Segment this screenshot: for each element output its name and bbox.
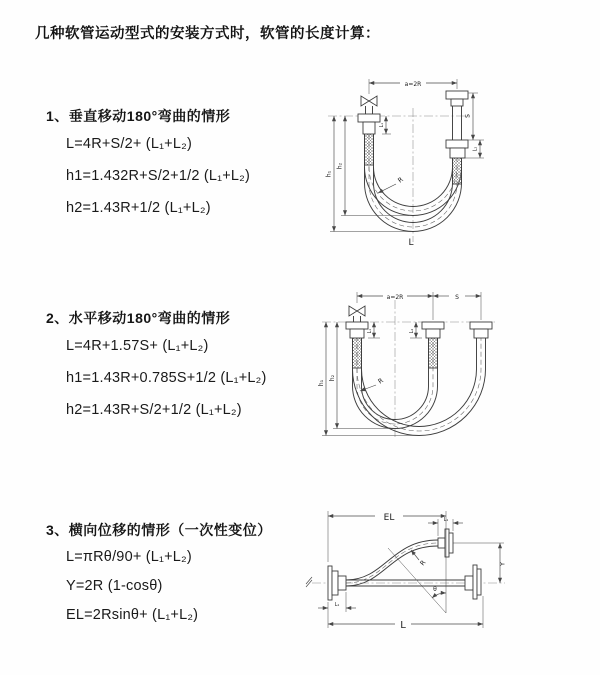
angle-construction [388, 511, 446, 613]
dim-label-l2: L₂ [410, 328, 415, 334]
valve-icon [361, 96, 377, 114]
dimension-stroke-s [433, 294, 481, 301]
dimension-l2-fitting [473, 140, 481, 158]
dim-label-l1-left: L₁ [334, 603, 340, 608]
dim-label-l-total: L [408, 238, 414, 248]
section2-heading: 2、水平移动180°弯曲的情形 [46, 310, 231, 326]
diagram-lateral-displacement [295, 500, 600, 655]
section2-formula-L: L=4R+1.57S+ (L₁+L₂) [66, 338, 209, 354]
section3-heading: 3、横向位移的情形（一次性变位） [46, 522, 272, 538]
dim-label-h1: h₁ [325, 170, 333, 178]
dim-label-l-total: L [400, 620, 406, 631]
dim-label-span: a=2R [404, 80, 422, 88]
dimension-l1-fitting [379, 116, 391, 134]
flange-left [328, 566, 346, 600]
dimension-el [328, 511, 446, 562]
dim-label-h1: h₁ [317, 379, 325, 387]
dim-label-h2: h₂ [336, 162, 344, 170]
valve-icon [349, 306, 365, 322]
section2-formula-h1: h1=1.43R+0.785S+1/2 (L₁+L₂) [66, 370, 267, 386]
dim-label-r: R [418, 558, 428, 568]
radius-leader [411, 550, 428, 567]
centerlines [322, 300, 495, 438]
pipe-break-mark [306, 577, 312, 587]
dimension-l2-fitting [409, 322, 422, 338]
section1-formula-h2: h2=1.43R+1/2 (L₁+L₂) [66, 200, 211, 216]
dimension-span [369, 79, 457, 94]
page-title: 几种软管运动型式的安装方式时，软管的长度计算： [35, 26, 380, 42]
dim-label-s: S [464, 114, 472, 118]
dim-label-r: R [396, 175, 405, 185]
section3-formula-EL: EL=2Rsinθ+ (L₁+L₂) [66, 607, 199, 623]
section2-formula-h2: h2=1.43R+S/2+1/2 (L₁+L₂) [66, 402, 242, 418]
centerlines [325, 108, 472, 242]
dim-label-s: S [455, 293, 459, 301]
radius-leader [378, 175, 405, 193]
flange-upper [438, 529, 453, 557]
flange-right [465, 565, 481, 599]
dim-label-el: EL [383, 512, 395, 523]
diagram-horizontal-180-bend [310, 286, 595, 461]
dim-label-l2: L₂ [473, 146, 479, 152]
section1-formula-L: L=4R+S/2+ (L₁+L₂) [66, 136, 192, 152]
section1-heading: 1、垂直移动180°弯曲的情形 [46, 108, 231, 124]
radius-leader [360, 376, 385, 391]
dim-label-l1-top: L₁ [443, 518, 449, 523]
section1-formula-h1: h1=1.432R+S/2+1/2 (L₁+L₂) [66, 168, 251, 184]
section3-formula-L: L=πRθ/90+ (L₁+L₂) [66, 549, 192, 565]
dim-label-theta: θ [433, 586, 437, 593]
diagram-vertical-180-bend [312, 70, 597, 265]
dimension-span [357, 292, 481, 320]
dim-label-h2: h₂ [328, 374, 336, 382]
dimension-l1-fitting [367, 322, 380, 338]
dim-label-l1: L₁ [380, 122, 385, 128]
dimension-l-total [328, 596, 483, 631]
section3-formula-Y: Y=2R (1-cosθ) [66, 578, 163, 594]
dim-label-r: R [376, 376, 385, 386]
dim-label-y: Y [498, 562, 507, 566]
dim-label-l1: L₁ [368, 328, 373, 334]
dim-label-span: a=2R [386, 293, 404, 301]
